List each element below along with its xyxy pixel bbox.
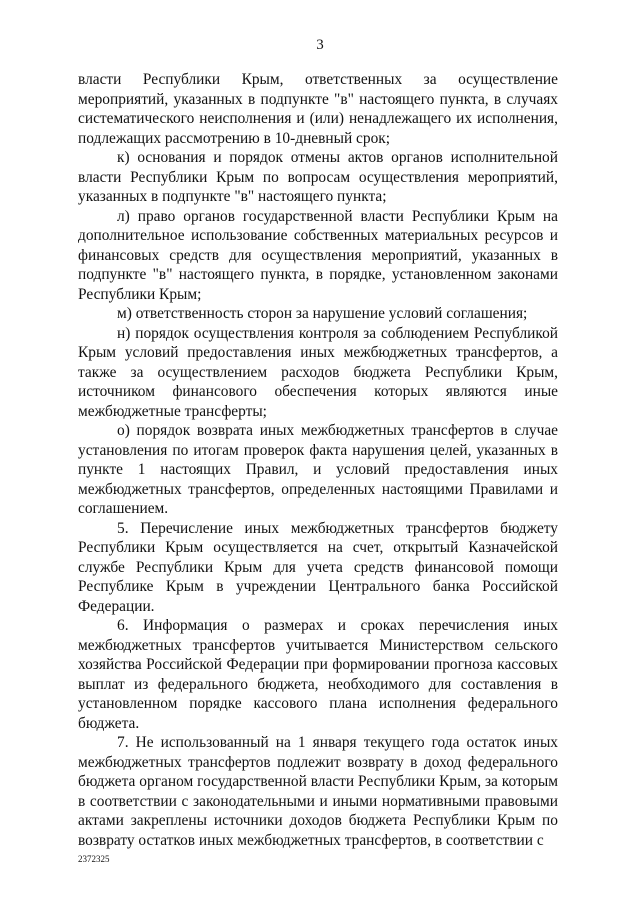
paragraph-item-k: к) основания и порядок отмены актов органов исполнительной власти Республики Крым по вопросам осуществления мероприятий, указанных в подпункте "в" настоящего пункта; (78, 149, 558, 205)
document-code: 2372325 (78, 854, 110, 864)
paragraph-point-6: 6. Информация о размерах и сроках перечисления иных межбюджетных трансфертов учитывается Министерством сельского хозяйства Российской Федерации при формировании прогноза кассовых выплат из федерального бюджета, необходимого для составления в установленном порядке кассового плана исполнения федерального бюджета. (78, 617, 558, 732)
paragraph-item-m: м) ответственность сторон за нарушение условий соглашения; (117, 305, 528, 322)
paragraph-item-o: о) порядок возврата иных межбюджетных трансфертов в случае установления по итогам проверок факта нарушения целей, указанных в пункте 1 настоящих Правил, и условий предоставления иных межбюджетных трансфертов, определенных настоящими Правилами и соглашением. (78, 422, 558, 517)
page-number: 3 (316, 37, 324, 53)
paragraph-item-l: л) право органов государственной власти Республики Крым на дополнительное использование собственных материальных ресурсов и финансовых средств для осуществления мероприятий, указанных в подпункте "в" настоящего пункта, в порядке, установленном законами Республики Крым; (78, 207, 558, 303)
paragraph-point-7: 7. Не использованный на 1 января текущего года остаток иных межбюджетных трансфертов подлежит возврату в доход федерального бюджета органом государственной власти Республики Крым, за которым в соответствии с законодательными и иными нормативными правовыми актами закреплены источники доходов бюджета Республики Крым по возврату остатков иных межбюджетных трансфертов, в соответствии с (78, 734, 558, 849)
paragraph-item-n: н) порядок осуществления контроля за соблюдением Республикой Крым условий предоставления иных межбюджетных трансфертов, а также за осуществлением расходов бюджета Республики Крым, источником финансового обеспечения которых являются иные межбюджетные трансферты; (78, 324, 558, 420)
document-body (78, 70, 558, 850)
paragraph-point-5: 5. Перечисление иных межбюджетных трансфертов бюджету Республики Крым осуществляется на счет, открытый Казначейской службе Республики Крым для учета средств финансовой помощи Республике Крым в учреждении Центрального банка Российской Федерации. (78, 519, 558, 615)
paragraph-continuation: власти Республики Крым, ответственных за осуществление мероприятий, указанных в подпункте "в" настоящего пункта, в случаях систематического неисполнения и (или) ненадлежащего их исполнения, подлежащих рассмотрению в 10-дневный срок; (78, 71, 558, 147)
